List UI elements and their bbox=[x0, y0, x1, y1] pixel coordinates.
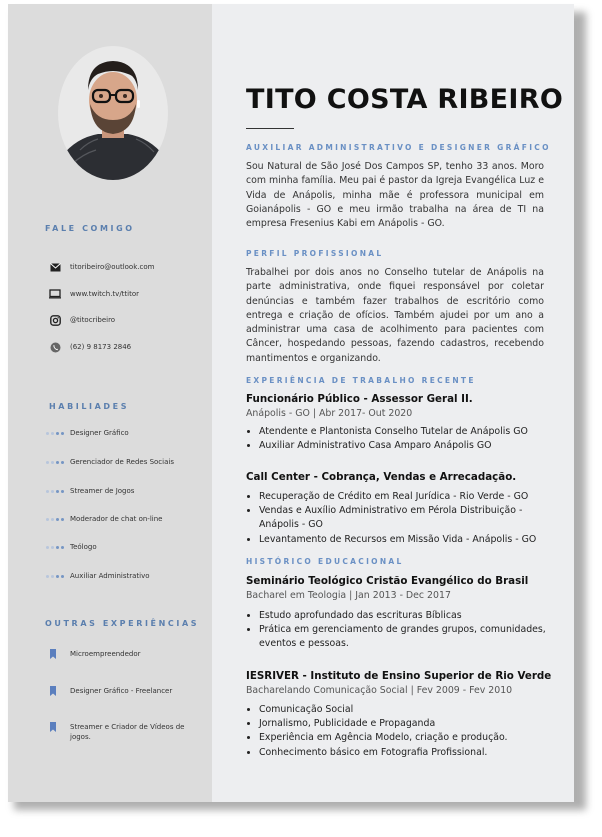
education-subtitle: Bacharel em Teologia | Jan 2013 - Dec 2017 bbox=[246, 590, 451, 601]
title-divider bbox=[246, 128, 294, 129]
contact-instagram-text: @titocribeiro bbox=[70, 316, 116, 324]
profile-title: PERFIL PROFISSIONAL bbox=[246, 249, 384, 258]
phone-icon bbox=[48, 341, 62, 353]
bookmark-icon bbox=[50, 722, 56, 732]
other-experiences-title: OUTRAS EXPERIÊNCIAS bbox=[45, 619, 200, 628]
profile-text: Trabalhei por dois anos no Conselho tutelar de Anápolis na parte administrativa, onde fiquei responsável por coletar denúncias e também fazer trabalhos de escritório como entrega e criação de ofícios. Também ajudei por um ano a administrar uma casa de acolhimento para pacientes com Câncer, hospedando pessoas, fazendo cadastros, recebendo mantimentos e organizando. bbox=[246, 267, 544, 364]
list-item: • Levantamento de Recursos em Missão Vida - Anápolis - GO bbox=[259, 533, 559, 547]
other-experience-label: Microempreendedor bbox=[70, 650, 141, 658]
job-subtitle: Anápolis - GO | Abr 2017- Out 2020 bbox=[246, 408, 413, 419]
skill-label: Auxiliar Administrativo bbox=[70, 572, 150, 580]
instagram-icon bbox=[48, 314, 62, 326]
contact-twitch-text: www.twitch.tv/ttitor bbox=[70, 290, 140, 298]
bookmark-icon bbox=[50, 686, 56, 696]
list-item: • Estudo aprofundado das escrituras Bíblicas bbox=[259, 609, 559, 623]
list-item: • Prática em gerenciamento de grandes grupos, comunidades, eventos e pessoas. bbox=[259, 623, 559, 651]
list-item: • Atendente e Plantonista Conselho Tutelar de Anápolis GO bbox=[259, 425, 559, 439]
skill-label: Teólogo bbox=[70, 543, 97, 551]
skill-item bbox=[46, 487, 134, 495]
skill-level-dots bbox=[46, 432, 64, 435]
skill-item bbox=[46, 543, 97, 551]
contact-title: FALE COMIGO bbox=[45, 224, 135, 233]
skill-item bbox=[46, 458, 174, 466]
skill-label: Designer Gráfico bbox=[70, 429, 129, 437]
education-bullets bbox=[246, 609, 559, 652]
skill-level-dots bbox=[46, 461, 64, 464]
education-bullets bbox=[246, 703, 559, 760]
skill-label: Moderador de chat on-line bbox=[70, 515, 163, 523]
contact-email-text: titoribeiro@outlook.com bbox=[70, 263, 155, 271]
other-experience-item bbox=[50, 722, 190, 742]
main-content bbox=[212, 4, 574, 802]
skill-label: Gerenciador de Redes Sociais bbox=[70, 458, 174, 466]
contact-twitch[interactable] bbox=[48, 288, 139, 300]
other-experience-label: Designer Gráfico - Freelancer bbox=[70, 687, 173, 695]
contact-phone[interactable] bbox=[48, 341, 131, 353]
intro-text: Sou Natural de São José Dos Campos SP, tenho 33 anos. Moro com minha família. Meu pai é pastor da Igreja Evangélica Luz e Vida de Anápolis, minha mãe é professora municipal em Goianápolis - GO e meu irmão trabalha na área de TI na empresa Fresenius Kabi em Anápolis - GO. bbox=[246, 161, 544, 230]
skill-label: Streamer de Jogos bbox=[70, 487, 135, 495]
education-title-item: IESRIVER - Instituto de Ensino Superior de Rio Verde bbox=[246, 670, 552, 682]
other-experience-item bbox=[50, 649, 141, 659]
job-title: Funcionário Público - Assessor Geral II. bbox=[246, 393, 473, 405]
skill-item bbox=[46, 429, 129, 437]
bookmark-icon bbox=[50, 649, 56, 659]
experience-title: EXPERIÊNCIA DE TRABALHO RECENTE bbox=[246, 376, 476, 385]
education-subtitle: Bacharelando Comunicação Social | Fev 2009 - Fev 2010 bbox=[246, 685, 513, 696]
skill-level-dots bbox=[46, 490, 64, 493]
list-item: • Auxiliar Administrativo Casa Amparo Anápolis GO bbox=[259, 439, 559, 453]
list-item: • Conhecimento básico em Fotografia Profissional. bbox=[259, 746, 559, 760]
list-item: • Recuperação de Crédito em Real Jurídica - Rio Verde - GO bbox=[259, 490, 559, 504]
education-title: HISTÓRICO EDUCACIONAL bbox=[246, 557, 404, 566]
role-subtitle: AUXILIAR ADMINISTRATIVO E DESIGNER GRÁFICO bbox=[246, 143, 551, 152]
skill-item bbox=[46, 515, 162, 523]
resume-page bbox=[8, 4, 574, 802]
profile-photo bbox=[58, 46, 168, 180]
skills-title: HABILIADES bbox=[49, 402, 130, 411]
other-experience-label: Streamer e Criador de Vídeos de jogos. bbox=[70, 723, 185, 741]
mail-icon bbox=[48, 261, 62, 273]
sidebar bbox=[8, 4, 212, 802]
contact-phone-text: (62) 9 8173 2846 bbox=[70, 343, 132, 351]
other-experience-item bbox=[50, 686, 172, 696]
contact-instagram[interactable] bbox=[48, 314, 115, 326]
list-item: • Vendas e Auxílio Administrativo em Pérola Distribuição - Anápolis - GO bbox=[259, 504, 559, 532]
job-bullets bbox=[246, 425, 559, 453]
skill-level-dots bbox=[46, 546, 64, 549]
education-title-item: Seminário Teológico Cristão Evangélico do Brasil bbox=[246, 575, 529, 587]
contact-email[interactable] bbox=[48, 261, 154, 273]
monitor-icon bbox=[48, 288, 62, 300]
list-item: • Experiência em Agência Modelo, criação e produção. bbox=[259, 731, 559, 745]
skill-item bbox=[46, 572, 150, 580]
list-item: • Comunicação Social bbox=[259, 703, 559, 717]
page-title: TITO COSTA RIBEIRO bbox=[246, 84, 564, 115]
list-item: • Jornalismo, Publicidade e Propaganda bbox=[259, 717, 559, 731]
job-bullets bbox=[246, 490, 559, 547]
skill-level-dots bbox=[46, 575, 64, 578]
skill-level-dots bbox=[46, 518, 64, 521]
job-title: Call Center - Cobrança, Vendas e Arrecadação. bbox=[246, 471, 517, 483]
